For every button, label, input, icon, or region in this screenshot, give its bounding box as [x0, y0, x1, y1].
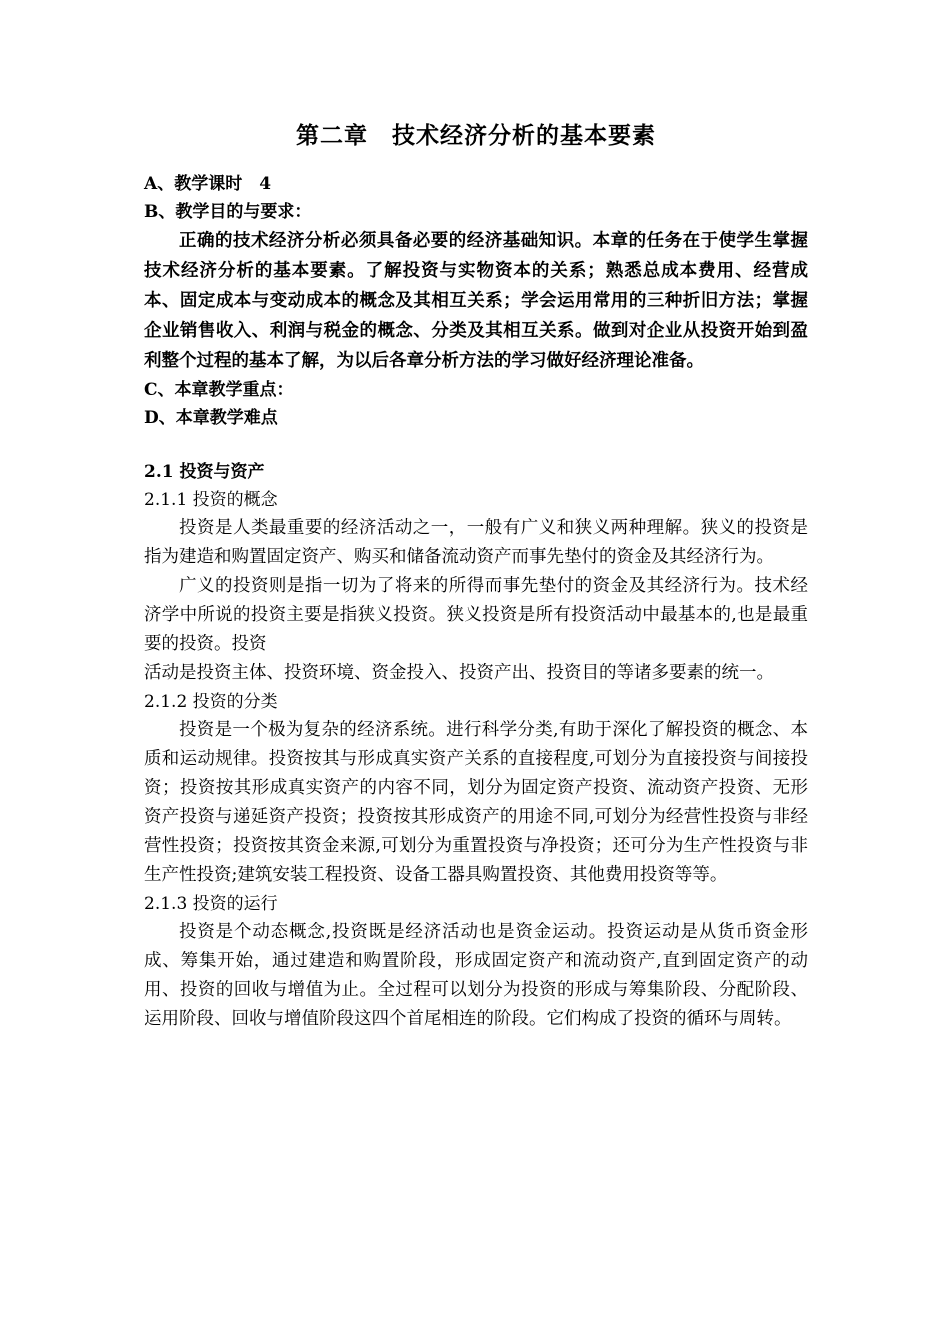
chapter-title: 第二章 技术经济分析的基本要素 — [296, 122, 656, 149]
paragraph: 投资是一个极为复杂的经济系统。进行科学分类,有助于深化了解投资的概念、本质和运动规律。投资按其与形成真实资产关系的直接程度,可划分为直接投资与间接投资；投资按其形成真实资产的内容不同，划分为固定资产投资、流动资产投资、无形资产投资与递延资产投资；投资按其形成资产的用途不同,可划分为经营性投资与非经营性投资；投资按其资金来源,可划分为重置投资与净投资；还可分为生产性投资与非生产性投资;建筑安装工程投资、设备工器具购置投资、其他费用投资等等。 — [144, 720, 808, 885]
paragraph: 广义的投资则是指一切为了将来的所得而事先垫付的资金及其经济行为。技术经济学中所说的投资主要是指狭义投资。狭义投资是所有投资活动中最基本的,也是最重要的投资。投资 — [144, 576, 808, 654]
key-points-label: C、本章教学重点： — [144, 380, 294, 400]
paragraph: 投资是个动态概念,投资既是经济活动也是资金运动。投资运动是从货币资金形成、筹集开始，通过建造和购置阶段，形成固定资产和流动资产,直到固定资产的动用、投资的回收与增值为止。全过程可以划分为投资的形成与筹集阶段、分配阶段、运用阶段、回收与增值阶段这四个首尾相连的阶段。它们构成了投资的循环与周转。 — [144, 922, 808, 1029]
objectives-text: 正确的技术经济分析必须具备必要的经济基础知识。本章的任务在于使学生掌握技术经济分析的基本要素。了解投资与实物资本的关系；熟悉总成本费用、经营成本、固定成本与变动成本的概念及其相互关系；学会运用常用的三种折旧方法；掌握企业销售收入、利润与税金的概念、分类及其相互关系。做到对企业从投资开始到盈利整个过程的基本了解，为以后各章分析方法的学习做好经济理论准备。 — [144, 231, 808, 371]
section-spacer — [144, 432, 808, 458]
difficulties-label: D、本章教学难点 — [144, 408, 278, 428]
subsection-heading: 2.1.1 投资的概念 — [144, 490, 278, 510]
document-page — [144, 118, 808, 1034]
section-heading: 2.1 投资与资产 — [144, 462, 265, 482]
paragraph-continuation: 活动是投资主体、投资环境、资金投入、投资产出、投资目的等诸多要素的统一。 — [144, 663, 774, 683]
subsection-heading: 2.1.3 投资的运行 — [144, 894, 278, 914]
paragraph: 投资是人类最重要的经济活动之一，一般有广义和狭义两种理解。狭义的投资是指为建造和购置固定资产、购买和储备流动资产而事先垫付的资金及其经济行为。 — [144, 518, 808, 567]
subsection-heading: 2.1.2 投资的分类 — [144, 692, 278, 712]
teaching-hours: A、教学课时 4 — [144, 174, 272, 194]
objectives-label: B、教学目的与要求： — [144, 202, 312, 222]
